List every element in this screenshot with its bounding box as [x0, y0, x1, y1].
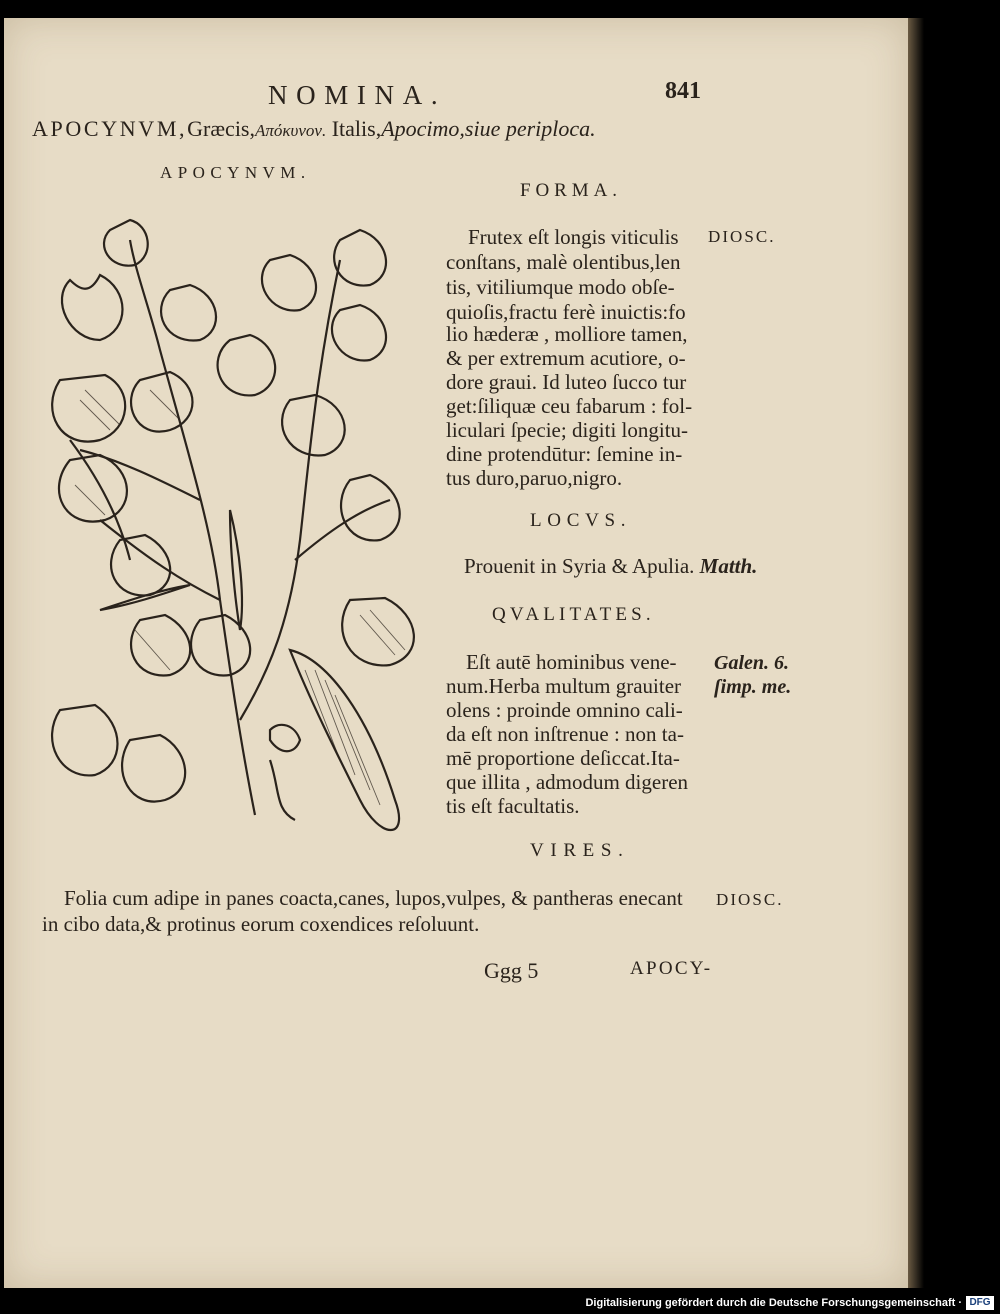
forma-line-4: quioſis,fractu ferè inuictis:fo [446, 300, 686, 324]
margin-note-simp: ſimp. me. [714, 676, 792, 698]
locus-text [464, 554, 757, 579]
forma-line-6: & per extremum acutiore, o- [446, 346, 686, 370]
qualitates-line-3: olens : proinde omnino cali- [446, 698, 683, 722]
apocynum-woodcut-illustration [40, 200, 440, 850]
names-italian: Apocimo,siue periploca. [381, 116, 596, 141]
names-greek: Απόκυνον. [255, 121, 327, 140]
qualitates-line-1: Eſt autē hominibus vene- [466, 650, 677, 674]
names-graecis: Græcis, [187, 116, 255, 141]
running-title: NOMINA. [268, 80, 447, 110]
names-italis: Italis, [331, 116, 382, 141]
qualitates-line-5: mē proportione deſiccat.Ita- [446, 746, 680, 770]
page-gutter [908, 18, 924, 1288]
qualitates-line-6: que illita , admodum digeren [446, 770, 689, 794]
section-heading-vires: VIRES. [530, 840, 630, 861]
forma-line-1: Frutex eſt longis viticulis [468, 225, 679, 249]
signature-mark: Ggg 5 [484, 958, 539, 983]
funding-credit: Digitalisierung gefördert durch die Deutsche Forschungsgemeinschaft · [585, 1297, 962, 1309]
section-heading-forma: FORMA. [520, 180, 622, 201]
forma-line-7: dore graui. Id luteo ſucco tur [446, 370, 687, 394]
forma-line-9: liculari ſpecie; digiti longitu- [446, 418, 689, 442]
margin-note-diosc-forma: DIOSC. [708, 227, 776, 246]
forma-line-10: dine protendūtur: ſemine in- [446, 442, 683, 466]
section-heading-qualitates: QVALITATES. [492, 604, 655, 625]
vires-line-2: in cibo data,& protinus eorum coxendices reſoluunt. [42, 912, 480, 936]
forma-line-3: tis, vitiliumque modo obſe- [446, 275, 675, 299]
dfg-logo: DFG [966, 1296, 994, 1310]
section-heading-locus: LOCVS. [530, 510, 632, 531]
margin-note-diosc-vires: DIOSC. [716, 890, 784, 909]
vires-line-1: Folia cum adipe in panes coacta,canes, lupos,vulpes, & pantheras enecant [64, 886, 683, 910]
figure-caption: APOCYNVM. [160, 163, 311, 182]
forma-line-11: tus duro,paruo,nigro. [446, 466, 623, 490]
forma-line-5: lio hæderæ , molliore tamen, [446, 322, 688, 346]
margin-note-matth: Matth. [699, 554, 758, 578]
locus-line: Prouenit in Syria & Apulia. [464, 554, 695, 578]
catchword: APOCY- [630, 958, 713, 979]
page-number: 841 [665, 78, 701, 104]
margin-note-galen: Galen. 6. [714, 652, 789, 674]
qualitates-line-2: num.Herba multum grauiter [446, 674, 682, 698]
names-line [32, 116, 596, 142]
qualitates-line-4: da eſt non inſtrenue : non ta- [446, 722, 684, 746]
forma-line-8: get:ſiliquæ ceu fabarum : fol- [446, 394, 693, 418]
qualitates-line-7: tis eſt facultatis. [446, 794, 580, 818]
forma-line-2: conſtans, malè olentibus,len [446, 250, 681, 274]
names-lead: APOCYNVM, [32, 116, 188, 141]
